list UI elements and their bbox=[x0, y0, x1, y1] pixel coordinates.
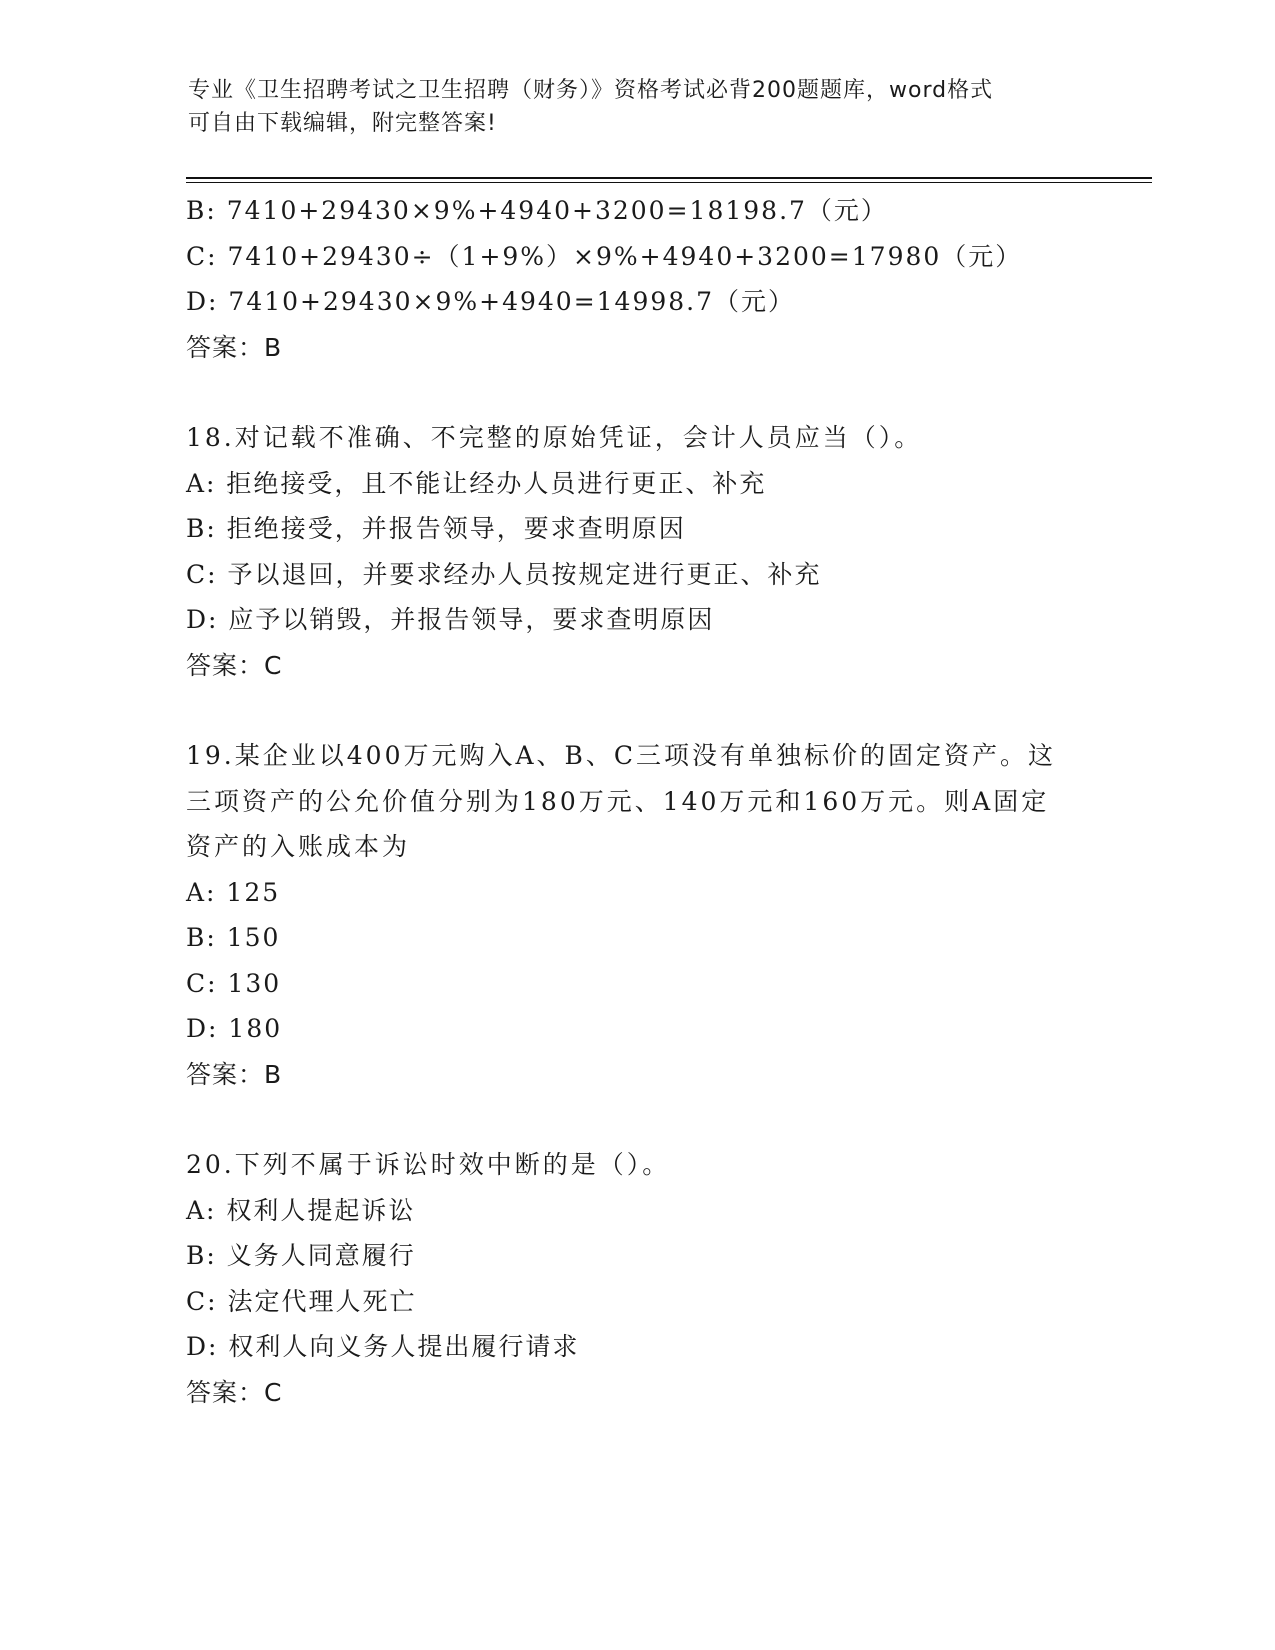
header-line-2: 可自由下载编辑，附完整答案! bbox=[188, 111, 497, 136]
option-b: B: 拒绝接受，并报告领导，要求查明原因 bbox=[186, 514, 686, 543]
answer-line: 答案：B bbox=[186, 332, 283, 362]
option-a: A: 权利人提起诉讼 bbox=[186, 1195, 416, 1225]
header-line-1: 专业《卫生招聘考试之卫生招聘（财务）》资格考试必背200题题库，word格式 bbox=[188, 78, 994, 103]
question-text-cont: 三项资产的公允价值分别为180万元、140万元和160万元。则A固定 bbox=[186, 786, 1050, 816]
option-b: B: 7410+29430×9%+4940+3200=18198.7（元） bbox=[186, 196, 888, 225]
option-c: C: 7410+29430÷（1+9%）×9%+4940+3200=17980（元） bbox=[186, 241, 1023, 271]
option-d: D: 应予以销毁，并报告领导，要求查明原因 bbox=[186, 605, 715, 634]
question-text: 18.对记载不准确、不完整的原始凭证，会计人员应当（）。 bbox=[186, 423, 923, 452]
question-text: 20.下列不属于诉讼时效中断的是（）。 bbox=[186, 1150, 671, 1179]
option-b: B: 义务人同意履行 bbox=[186, 1241, 416, 1270]
option-c: C: 法定代理人死亡 bbox=[186, 1286, 417, 1316]
option-d: D: 7410+29430×9%+4940=14998.7（元） bbox=[186, 287, 796, 316]
option-c: C: 予以退回，并要求经办人员按规定进行更正、补充 bbox=[186, 559, 822, 589]
header-divider-thin bbox=[186, 182, 1152, 183]
question-text: 19.某企业以400万元购入A、B、C三项没有单独标价的固定资产。这 bbox=[186, 741, 1057, 770]
document-body bbox=[186, 188, 1106, 1415]
option-c: C: 130 bbox=[186, 968, 282, 998]
answer-line: 答案：C bbox=[186, 1377, 283, 1407]
question-block-18 bbox=[186, 415, 1106, 688]
option-d: D: 权利人向义务人提出履行请求 bbox=[186, 1332, 580, 1361]
answer-line: 答案：B bbox=[186, 1059, 283, 1089]
question-block-17 bbox=[186, 188, 1106, 370]
option-a: A: 125 bbox=[186, 877, 281, 907]
question-block-20 bbox=[186, 1142, 1106, 1415]
option-a: A: 拒绝接受，且不能让经办人员进行更正、补充 bbox=[186, 468, 767, 498]
header-divider-thick bbox=[186, 177, 1152, 179]
answer-line: 答案：C bbox=[186, 650, 283, 680]
question-text-cont: 资产的入账成本为 bbox=[186, 832, 411, 861]
document-header bbox=[188, 74, 1088, 140]
question-block-19 bbox=[186, 733, 1106, 1097]
option-b: B: 150 bbox=[186, 923, 281, 952]
option-d: D: 180 bbox=[186, 1014, 283, 1043]
